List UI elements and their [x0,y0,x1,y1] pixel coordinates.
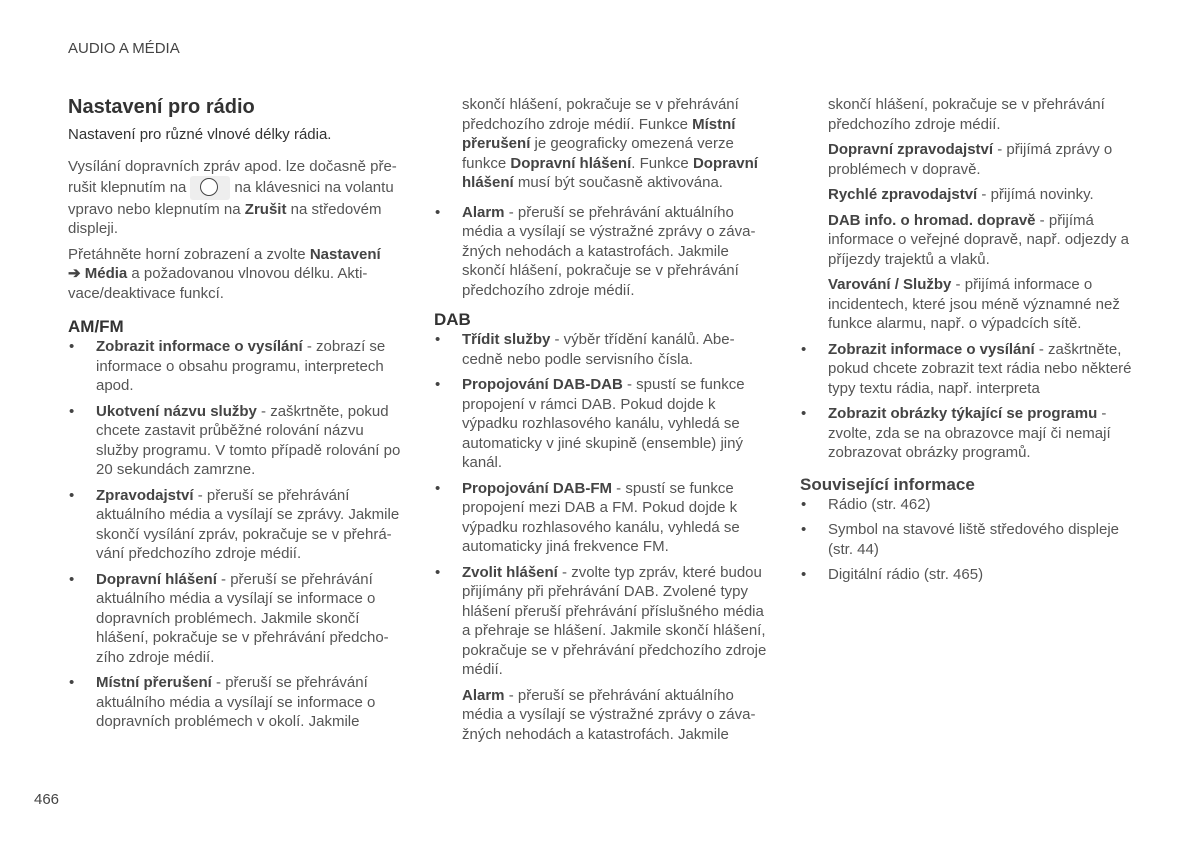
dab-heading: DAB [434,310,471,329]
intro-paragraph: Vysílání dopravních zpráv apod. lze dočasně pře- rušit klepnutím na na klávesnici na volantu vpravo nebo klepnutím na Zrušit na středovém displeji. [68,157,397,237]
subitem: Varování / Služby - přijímá informace o incidentech, které jsou méně významné než funkce alarmu, např. o výpadcích sítě. [828,276,1120,332]
list-item: • Třídit služby - výběr třídění kanálů. Abe-cedně nebo podle servisního čísla. [435,331,735,368]
list-item: • Místní přerušení - přeruší se přehrávání aktuálního média a vysílají se informace o dopravních problémech v okolí. Jakmile [69,674,376,730]
column-3 [800,95,1140,591]
list-item: • Alarm - přeruší se přehrávání aktuálního média a vysílají se výstražné zprávy o záva-žných nehodách a katastrofách. Jakmile skončí hlášení, pokračuje se v přehrávání předchozího zdroje médií. [435,203,756,299]
alarm-list [434,203,774,301]
amfm-list [68,337,403,732]
dab-list [434,330,774,680]
alarm-subitem: Alarm - přeruší se přehrávání aktuálního média a vysílají se výstražné zprávy o záva-žných nehodách a katastrofách. Jakmile [462,686,756,743]
media-path: ➔ Média [68,265,128,282]
display-list [800,340,1140,463]
continued-paragraph: skončí hlášení, pokračuje se v přehrávání předchozího zdroje médií. Funkce Místní přerušení je geograficky omezená verze funkce Dopravní hlášení. Funkce Dopravní hlášení musí být současně aktivována. [462,96,758,191]
circle-button-icon [190,176,230,200]
list-item: • Propojování DAB-DAB - spustí se funkce propojení v rámci DAB. Pokud dojde k výpadku rozhlasového kanálu, vyhledá se automaticky v jiné skupině (ensemble) jiný kanál. [435,376,745,471]
subitem: DAB info. o hromad. dopravě - přijímá informace o veřejné dopravě, např. odjezdy a příjezdy trajektů a vlaků. [828,211,1130,268]
settings-paragraph: Přetáhněte horní zobrazení a zvolte Nastavení ➔ Média a požadovanou vlnovou délku. Akti- vace/deaktivace funkcí. [68,245,381,302]
related-list [800,495,1140,585]
page-title: Nastavení pro rádio [68,96,255,118]
amfm-heading: AM/FM [68,317,124,336]
continued-paragraph: skončí hlášení, pokračuje se v přehrávání předchozího zdroje médií. [828,96,1105,133]
column-1 [68,95,403,738]
list-item: • Zobrazit informace o vysílání - zobrazí se informace o obsahu programu, interpretech apod. [69,338,386,394]
list-item: • Dopravní hlášení - přeruší se přehrávání aktuálního média a vysílají se informace o dopravních problémech. Jakmile skončí hlášení, pokračuje se v přehrávání předcho-zího zdroje médií. [69,570,389,666]
subtitle: Nastavení pro různé vlnové délky rádia. [68,126,332,143]
list-item: • Zobrazit obrázky týkající se programu - zvolte, zda se na obrazovce mají či nemají zobrazovat obrázky programů. [801,405,1111,461]
list-item: • Ukotvení názvu služby - zaškrtněte, pokud chcete zastavit průběžné rolování názvu služby programu. V tomto případě rolování po 20 sekundách zamrzne. [69,402,401,478]
related-link[interactable]: • Symbol na stavové liště středového displeje (str. 44) [801,521,1119,558]
list-item: • Zobrazit informace o vysílání - zaškrtněte, pokud chcete zobrazit text rádia nebo některé typy textu rádia, např. interpreta [801,340,1132,397]
list-item: • Propojování DAB-FM - spustí se funkce propojení mezi DAB a FM. Pokud dojde k výpadku rozhlasového kanálu, vyhledá se automaticky jiná frekvence FM. [435,479,740,555]
related-link[interactable]: • Rádio (str. 462) [801,495,931,513]
list-item: • Zvolit hlášení - zvolte typ zpráv, které budou přijímány při přehrávání DAB. Zvolené typy hlášení přeruší přehrávání příslušného média a přehraje se hlášení. Jakmile skončí hlášení, pokračuje se v přehrávání předchozího zdroje médií. [435,563,767,678]
page-number: 466 [34,791,60,808]
cancel-term: Zrušit [244,200,287,218]
subitem: Rychlé zpravodajství - přijímá novinky. [828,186,1094,203]
page-header: AUDIO A MÉDIA [68,40,180,57]
column-2 [434,95,774,750]
subitem: Dopravní zpravodajství - přijímá zprávy o problémech v dopravě. [828,141,1113,178]
related-heading: Související informace [800,474,975,494]
list-item: • Zpravodajství - přeruší se přehrávání aktuálního média a vysílají se zprávy. Jakmile skončí vysílání zpráv, pokračuje se v přehrá-vání předchozího zdroje médií. [69,486,400,562]
related-link[interactable]: • Digitální rádio (str. 465) [801,566,984,583]
